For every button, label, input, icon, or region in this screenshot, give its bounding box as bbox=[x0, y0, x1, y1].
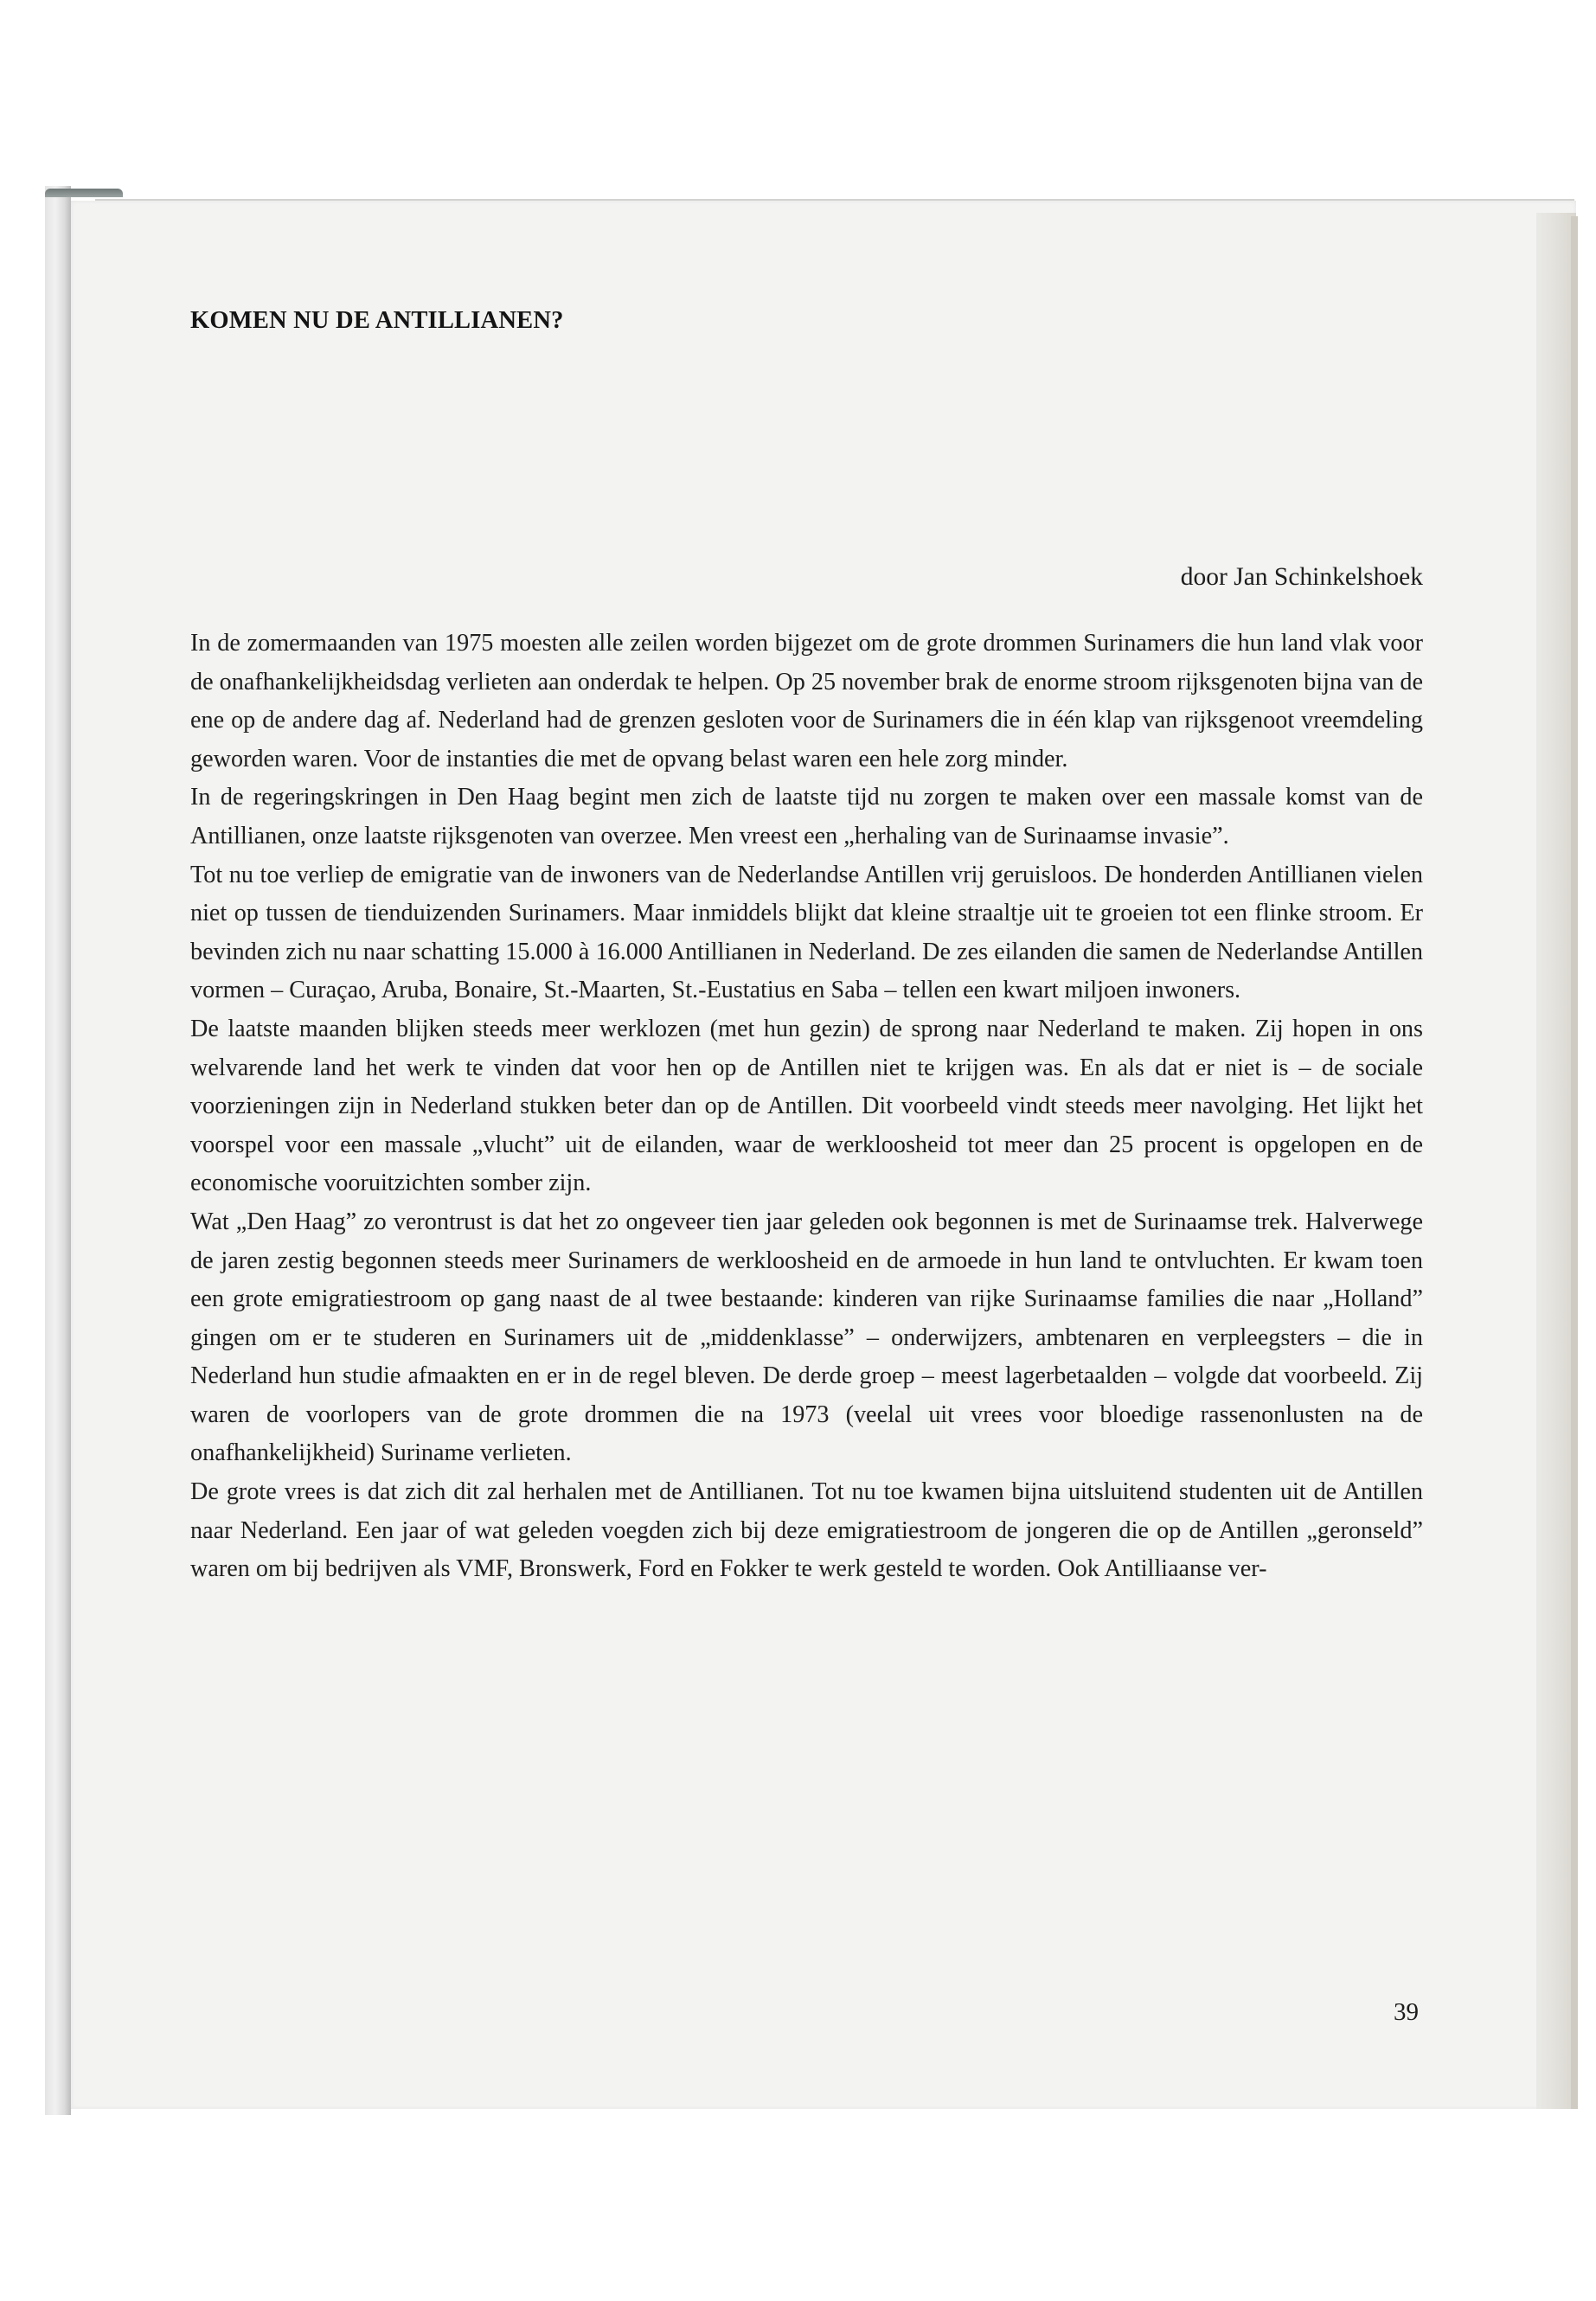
article-body bbox=[190, 625, 1423, 1589]
article-title: KOMEN NU DE ANTILLIANEN? bbox=[190, 307, 564, 334]
paragraph-2: In de regeringskringen in Den Haag begint men zich de laatste tijd nu zorgen te maken over een massale komst van de Antillianen, onze laatste rijksgenoten van overzee. Men vreest een „herhaling van de Surinaamse invasie”. bbox=[190, 784, 1423, 849]
page-right-rim bbox=[1571, 216, 1578, 2109]
left-page-edge bbox=[45, 186, 71, 2115]
paragraph-5: Wat „Den Haag” zo verontrust is dat het zo ongeveer tien jaar geleden ook begonnen is met de Surinaamse trek. Halverwege de jaren zestig begonnen steeds meer Surinamers de werkloosheid en de armoede in hun land te ontvluchten. Er kwam toen een grote emigratiestroom op gang naast de al twee bestaande: kinderen van rijke Surinaamse families die naar „Holland” gingen om er te studeren en Surinamers uit de „middenklasse” – onderwijzers, ambtenaren en verpleegsters – die in Nederland hun studie afmaakten en er in de regel bleven. De derde groep – meest lagerbetaalden – volgde dat voorbeeld. Zij waren de voorlopers van de grote drommen die na 1973 (veelal uit vrees voor bloedige rassenonlusten na de onafhankelijkheid) Suriname verlieten. bbox=[190, 1208, 1423, 1467]
page-top-edge bbox=[95, 199, 1574, 201]
paragraph-6: De grote vrees is dat zich dit zal herhalen met de Antillianen. Tot nu toe kwamen bijna uitsluitend studenten uit de Antillen naar Nederland. Een jaar of wat geleden voegden zich bij deze emigratiestroom de jongeren die op de Antillen „geronseld” waren om bij bedrijven als VMF, Bronswerk, Ford en Fokker te werk gesteld te worden. Ook Antilliaanse ver- bbox=[190, 1478, 1423, 1583]
article bbox=[190, 307, 1423, 1589]
paragraph-1: In de zomermaanden van 1975 moesten alle zeilen worden bijgezet om de grote drommen Surinamers die hun land vlak voor de onafhankelijkheidsdag verlieten aan onderdak te helpen. Op 25 november brak de enorme stroom rijksgenoten bijna van de ene op de andere dag af. Nederland had de grenzen gesloten voor de Surinamers die in één klap van rijksgenoot vreemdeling geworden waren. Voor de instanties die met de opvang belast waren een hele zorg minder. bbox=[190, 630, 1423, 772]
binding-cap bbox=[45, 189, 123, 197]
page-number: 39 bbox=[1394, 1998, 1419, 2026]
article-byline: door Jan Schinkelshoek bbox=[1180, 563, 1423, 591]
paragraph-4: De laatste maanden blijken steeds meer werklozen (met hun gezin) de sprong naar Nederland te maken. Zij hopen in ons welvarende land het werk te vinden dat voor hen op de Antillen niet te krijgen was. En als dat er niet is – de sociale voorzieningen zijn in Nederland stukken beter dan op de Antillen. Dit voorbeeld vindt steeds meer navolging. Het lijkt het voorspel voor een massale „vlucht” uit de eilanden, waar de werkloosheid tot meer dan 25 procent is opgelopen en de economische vooruitzichten somber zijn. bbox=[190, 1015, 1423, 1197]
paragraph-3: Tot nu toe verliep de emigratie van de inwoners van de Nederlandse Antillen vrij geruisloos. De honderden Antillianen vielen niet op tussen de tienduizenden Surinamers. Maar inmiddels blijkt dat kleine straaltje uit te groeien tot een flinke stroom. Er bevinden zich nu naar schatting 15.000 à 16.000 Antillianen in Nederland. De zes eilanden die samen de Nederlandse Antillen vormen – Curaçao, Aruba, Bonaire, St.-Maarten, St.-Eustatius en Saba – tellen een kwart miljoen inwoners. bbox=[190, 861, 1423, 1004]
